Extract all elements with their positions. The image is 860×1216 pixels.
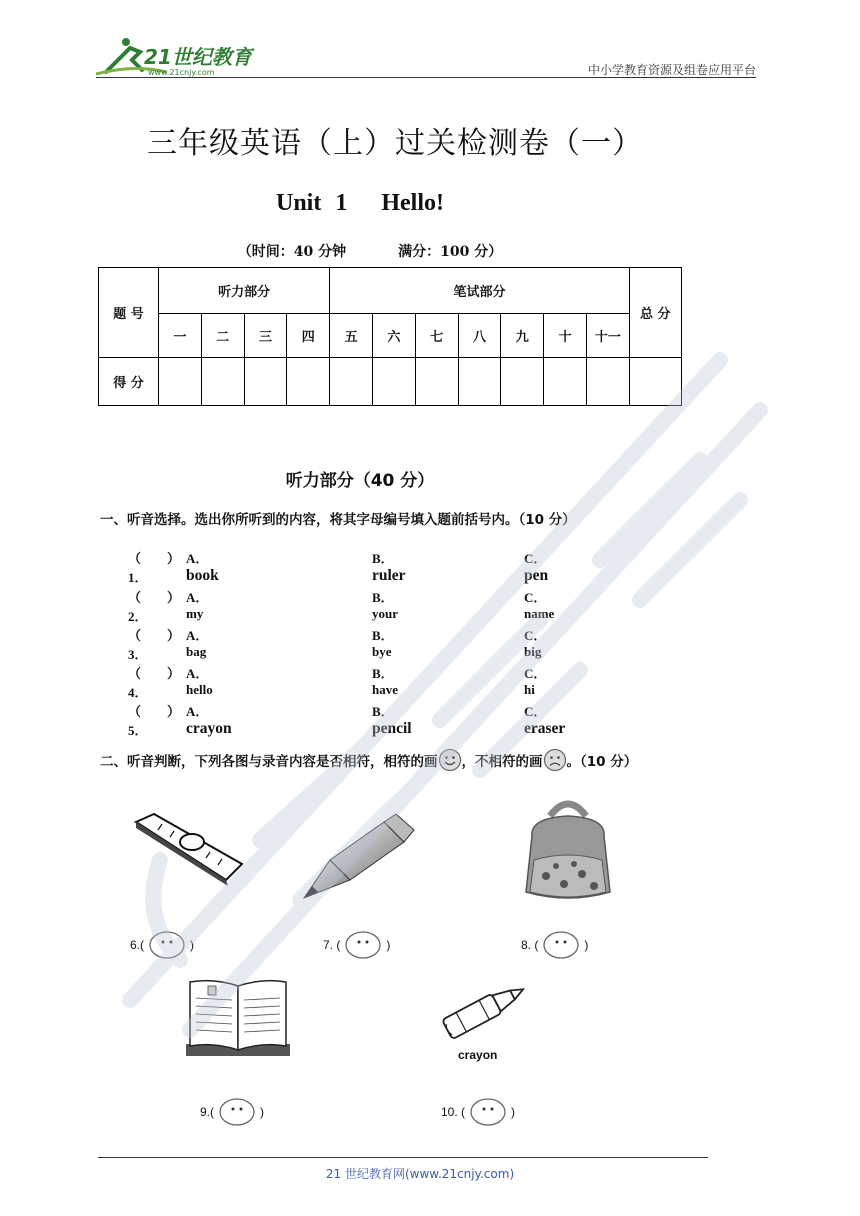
option-label: A． [186,551,209,566]
col-number: 五 [330,314,373,358]
q2-instruction-part1: 二、听音判断，下列各图与录音内容是否相符，相符的画 [100,754,438,770]
pencil-image [300,810,418,902]
book-image [184,976,292,1060]
col-number: 十 [544,314,587,358]
score-cell[interactable] [287,358,330,406]
q2-instruction-part2: ，不相符的画 [461,754,543,770]
q1-item-4 [128,663,547,700]
option-c: eraser [524,720,566,737]
exam-title: 三年级英语（上）过关检测卷（一） [147,126,643,161]
answer-number: 10. ( [441,1105,466,1119]
score-cell[interactable] [544,358,587,406]
col-number: 一 [159,314,202,358]
unit-number: Unit 1 [276,190,348,216]
answer-number: 9.( [200,1105,215,1119]
q2-instruction-part3: 。（10 分） [566,754,638,770]
option-label: B． [372,666,394,681]
answer-bracket[interactable]: （ ）5． [128,704,181,738]
col-number: 七 [415,314,458,358]
col-number: 三 [244,314,287,358]
option-b: bye [372,644,392,659]
smiley-face-icon [438,748,462,772]
option-label: A． [186,590,209,605]
option-c: name [524,606,555,621]
q1-item-3 [128,625,547,662]
option-a: hello [186,682,213,697]
option-label: C． [524,666,547,681]
option-label: C． [524,628,547,643]
score-table [98,267,682,406]
answer-close: ) [386,938,391,952]
answer-number: 8. ( [521,938,539,952]
option-label: A． [186,666,209,681]
option-label: C． [524,704,547,719]
option-c: pen [524,567,549,584]
option-label: B． [372,590,394,605]
option-label: B． [372,551,394,566]
answer-8 [521,930,588,960]
option-c: big [524,644,542,659]
option-label: A． [186,628,209,643]
svg-text:21世纪教育: 21世纪教育 [144,45,252,69]
score-cell[interactable] [586,358,629,406]
total-score-label: 总 分 [629,268,681,358]
answer-9 [200,1097,264,1127]
time-limit: （时间：40 分钟 [237,244,347,260]
unit-name: Hello! [381,190,444,216]
score-cell[interactable] [372,358,415,406]
option-label: B． [372,628,394,643]
option-c: hi [524,682,535,697]
answer-6 [130,930,194,960]
q1-instruction: 一、听音选择。选出你所听到的内容，将其字母编号填入题前括号内。（10 分） [100,512,576,528]
answer-circle-icon[interactable] [218,1097,256,1127]
answer-bracket[interactable]: （ ）3． [128,628,181,662]
option-label: B． [372,704,394,719]
unit-title [0,190,720,217]
score-cell[interactable] [201,358,244,406]
col-number: 十一 [586,314,629,358]
full-score: 满分：100 分） [398,244,503,260]
question-number-label: 题 号 [99,268,159,358]
answer-10 [441,1097,515,1127]
score-cell[interactable] [159,358,202,406]
listening-heading: 听力部分（40 分） [285,471,435,491]
score-cell[interactable] [330,358,373,406]
crayon-caption: crayon [458,1048,498,1062]
answer-number: 7. ( [323,938,341,952]
option-a: book [186,567,219,584]
total-score-cell[interactable] [629,358,681,406]
time-info [0,241,740,261]
option-label: A． [186,704,209,719]
score-row-label: 得 分 [99,358,159,406]
option-label: C． [524,590,547,605]
option-label: C． [524,551,547,566]
col-number: 六 [372,314,415,358]
listening-section-header: 听力部分 [159,268,330,314]
sad-face-icon [543,748,567,772]
ruler-image [130,808,245,888]
option-a: crayon [186,720,232,737]
backpack-image [520,796,616,904]
option-b: your [372,606,398,621]
score-cell[interactable] [458,358,501,406]
col-number: 四 [287,314,330,358]
option-b: pencil [372,720,412,737]
answer-close: ) [584,938,589,952]
answer-close: ) [511,1105,516,1119]
site-logo [96,34,266,78]
answer-circle-icon[interactable] [542,930,580,960]
footer-text[interactable]: 21 世纪教育网(www.21cnjy.com) [325,1167,515,1181]
answer-circle-icon[interactable] [148,930,186,960]
answer-circle-icon[interactable] [344,930,382,960]
answer-circle-icon[interactable] [469,1097,507,1127]
score-cell[interactable] [501,358,544,406]
crayon-image [432,978,532,1040]
col-number: 二 [201,314,244,358]
svg-text:www.21cnjy.com: www.21cnjy.com [148,68,215,77]
q1-item-5 [128,701,566,738]
answer-number: 6.( [130,938,145,952]
option-a: bag [186,644,207,659]
footer-divider [98,1157,708,1158]
option-b: ruler [372,567,406,584]
platform-name: 中小学教育资源及组卷应用平台 [587,63,756,77]
written-section-header: 笔试部分 [330,268,630,314]
q2-instruction [100,748,637,772]
option-a: my [186,606,204,621]
answer-close: ) [190,938,195,952]
score-cell[interactable] [415,358,458,406]
header-divider [96,77,756,78]
q1-item-2 [128,587,555,624]
col-number: 八 [458,314,501,358]
col-number: 九 [501,314,544,358]
answer-bracket[interactable]: （ ）1． [128,551,181,585]
q1-item-1 [128,548,549,585]
score-cell[interactable] [244,358,287,406]
option-b: have [372,682,398,697]
answer-close: ) [260,1105,265,1119]
answer-bracket[interactable]: （ ）2． [128,590,181,624]
answer-bracket[interactable]: （ ）4． [128,666,181,700]
answer-7 [323,930,390,960]
